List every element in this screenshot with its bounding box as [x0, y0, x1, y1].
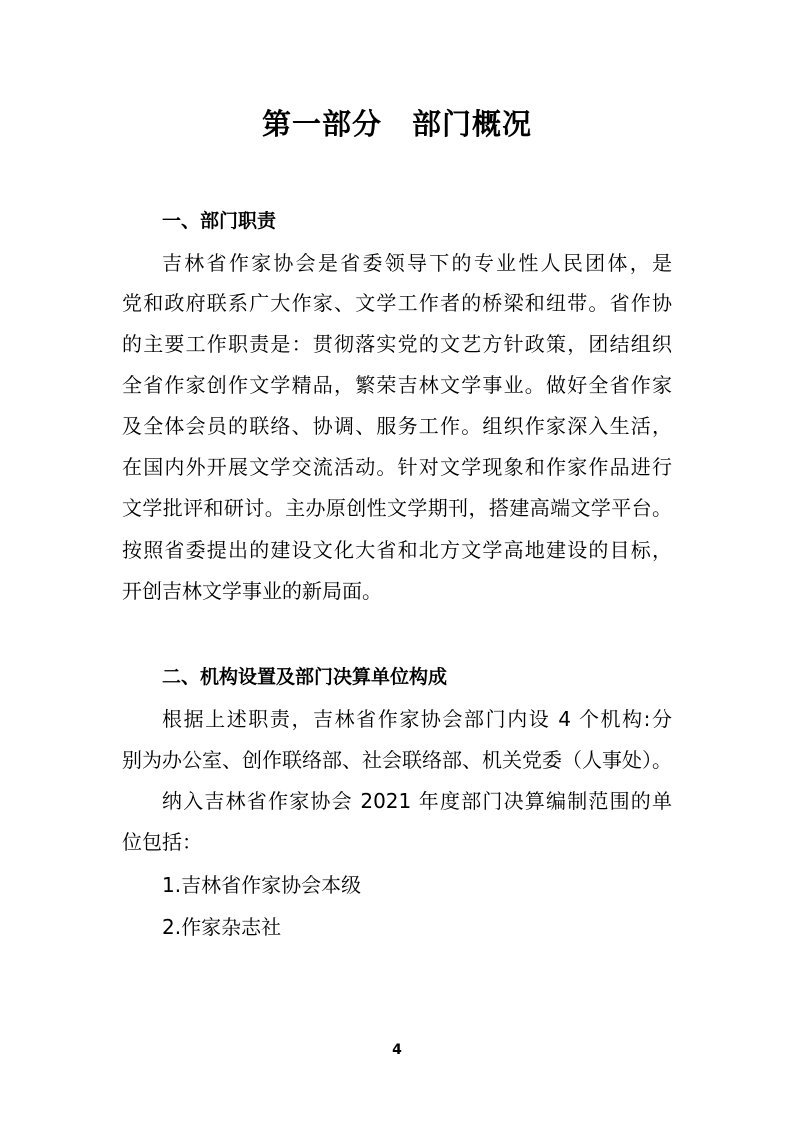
paragraph-line: 纳入吉林省作家协会 2021 年度部门决算编制范围的单	[162, 789, 672, 813]
paragraph-line: 开创吉林文学事业的新局面。	[122, 579, 382, 603]
page-number: 4	[392, 1042, 402, 1058]
list-item: 1.吉林省作家协会本级	[162, 873, 362, 897]
paragraph-line: 全省作家创作文学精品，繁荣吉林文学事业。做好全省作家	[122, 373, 672, 397]
paragraph-line: 别为办公室、创作联络部、社会联络部、机关党委（人事处）。	[122, 748, 672, 772]
paragraph-line: 文学批评和研讨。主办原创性文学期刊，搭建高端文学平台。	[122, 496, 672, 520]
section-heading-organization: 二、机构设置及部门决算单位构成	[162, 666, 448, 688]
paragraph-line: 按照省委提出的建设文化大省和北方文学高地建设的目标，	[122, 538, 672, 562]
paragraph-line: 党和政府联系广大作家、文学工作者的桥梁和纽带。省作协	[122, 291, 672, 315]
paragraph-line: 根据上述职责，吉林省作家协会部门内设 4 个机构:分	[162, 707, 672, 731]
list-item: 2.作家杂志社	[162, 915, 282, 939]
paragraph-line: 的主要工作职责是：贯彻落实党的文艺方针政策，团结组织	[122, 332, 672, 356]
page-title: 第一部分 部门概况	[261, 107, 532, 141]
paragraph-line: 及全体会员的联络、协调、服务工作。组织作家深入生活，	[122, 414, 672, 438]
paragraph-line: 吉林省作家协会是省委领导下的专业性人民团体，是	[162, 251, 672, 275]
paragraph-line: 在国内外开展文学交流活动。针对文学现象和作家作品进行	[122, 455, 672, 479]
section-heading-duties: 一、部门职责	[162, 210, 277, 232]
paragraph-line: 位包括：	[122, 830, 202, 854]
